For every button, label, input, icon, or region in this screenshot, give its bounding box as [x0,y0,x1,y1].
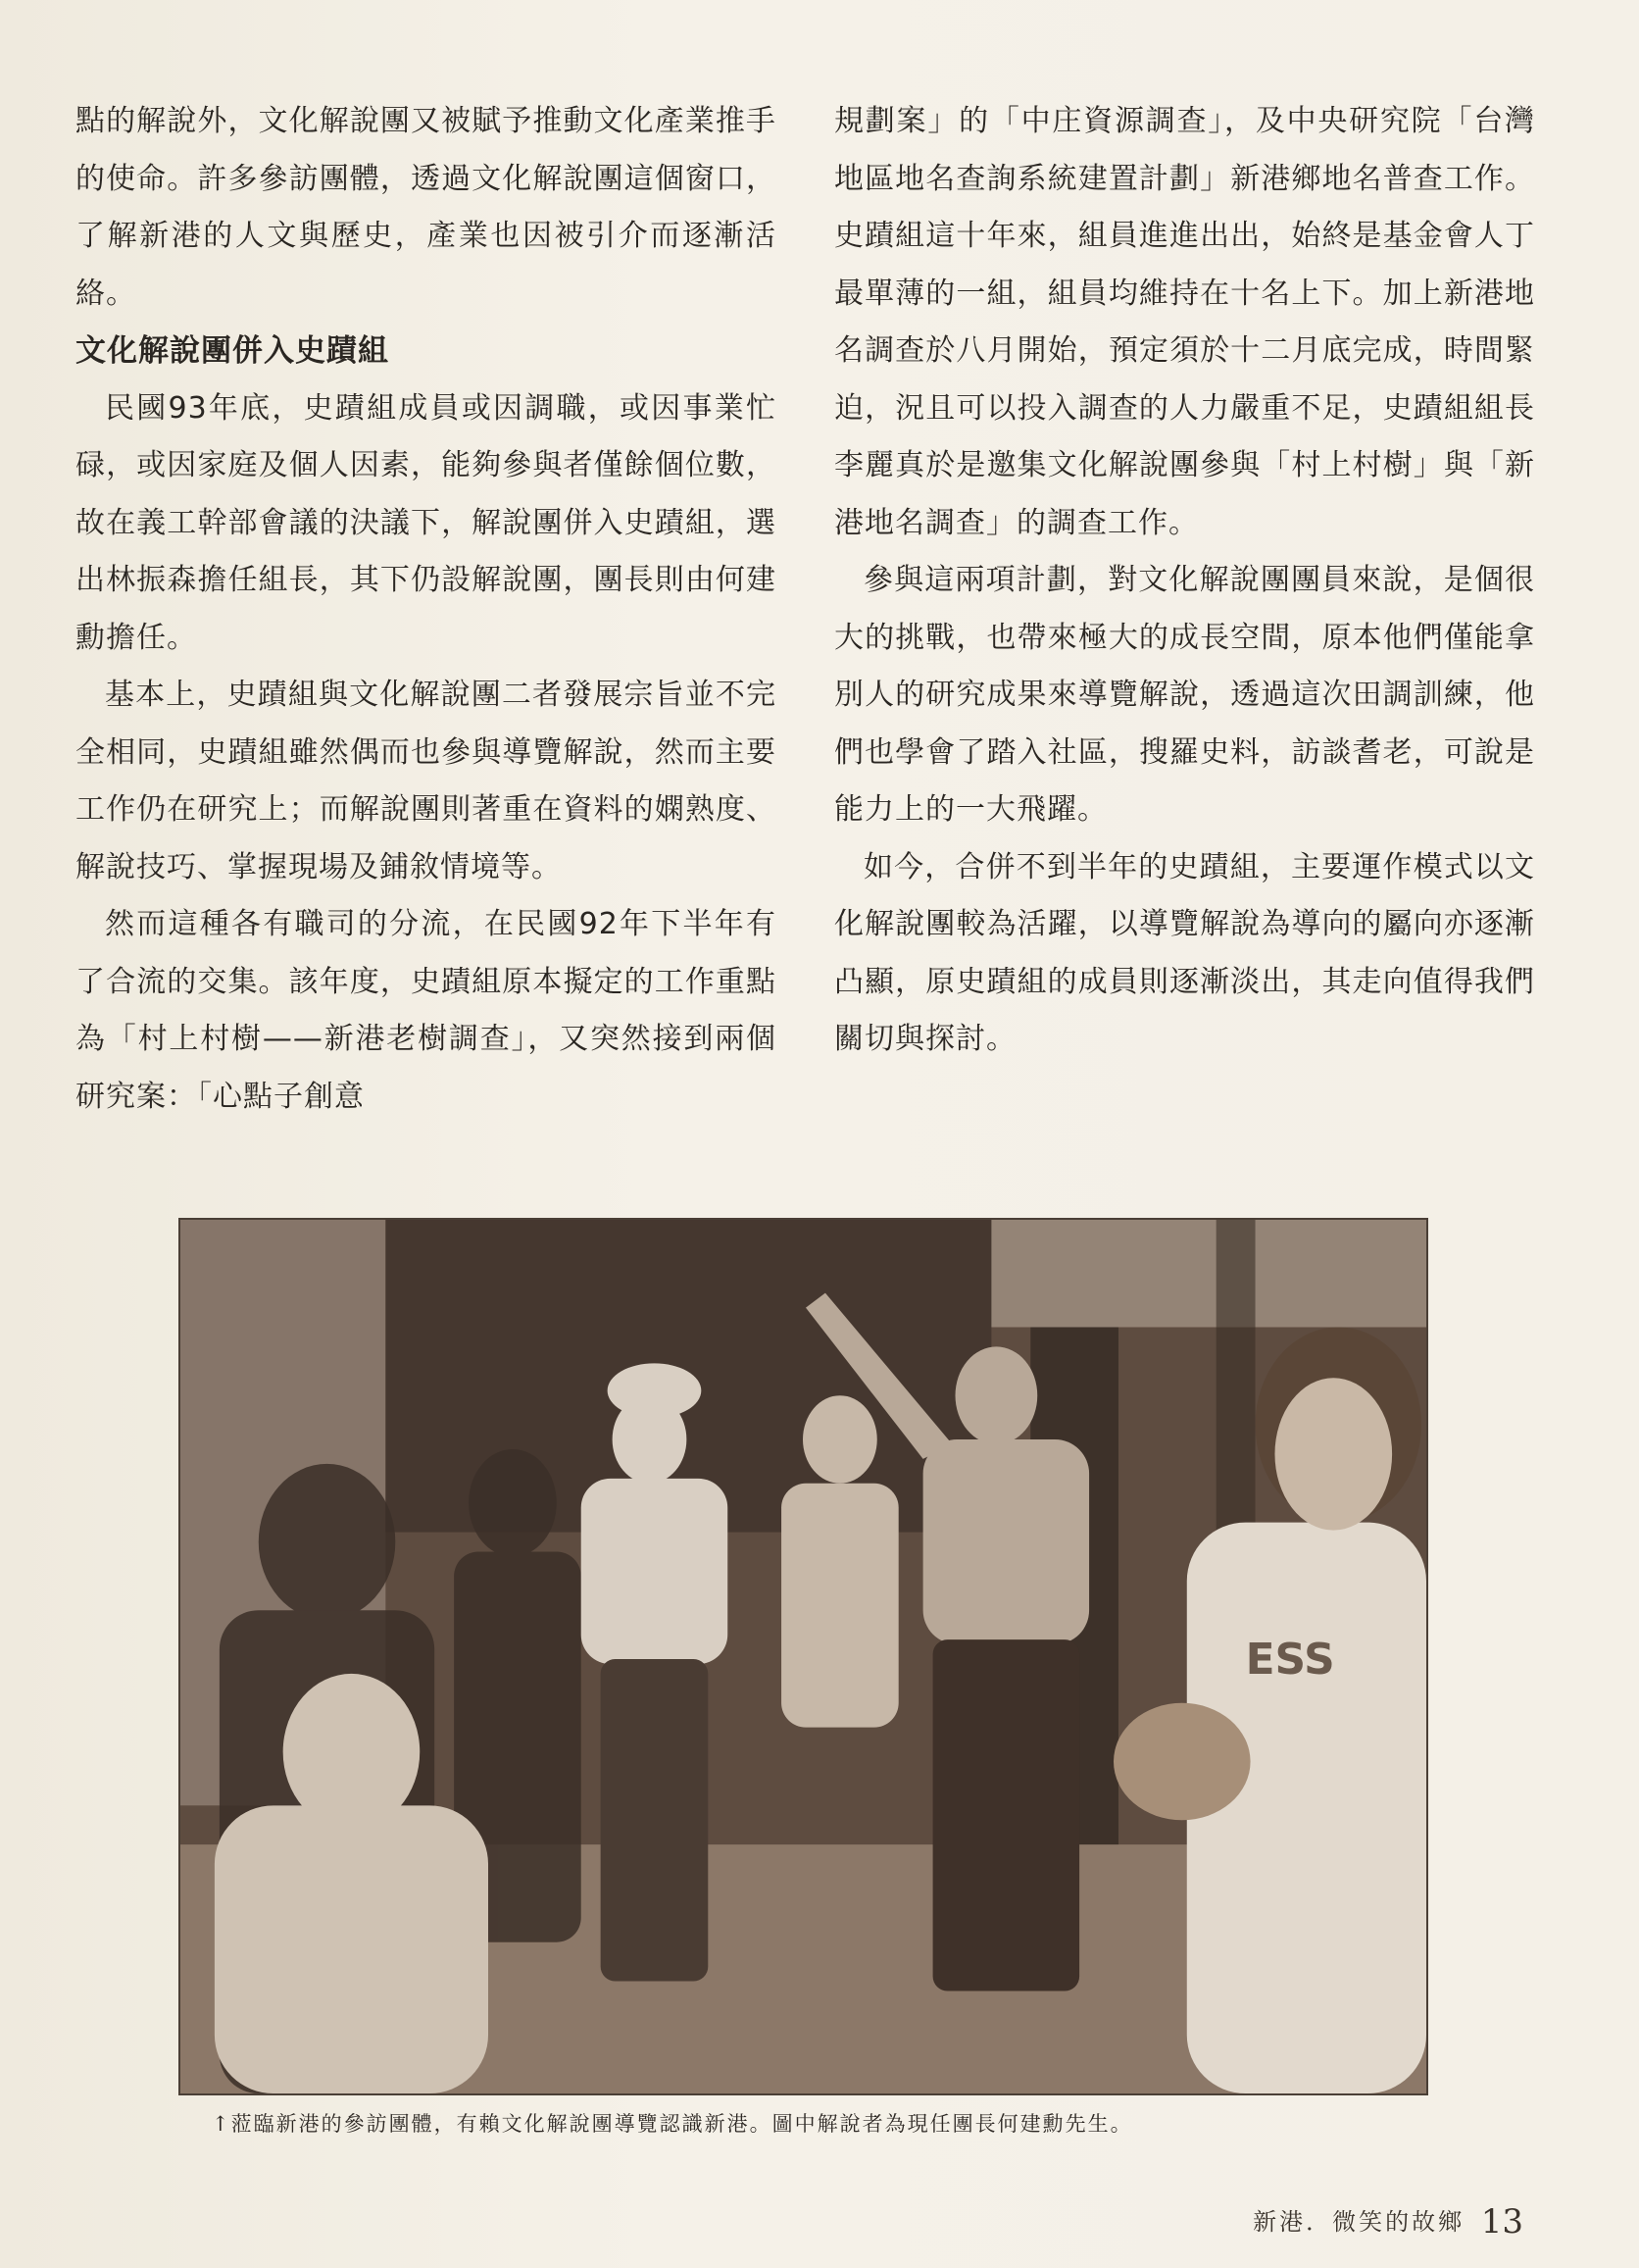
group-tour-photo [178,1218,1428,2095]
running-title: 新港．微笑的故鄉 [1253,2208,1465,2236]
right-text-column [834,93,1535,1069]
left-paragraph-3: 基本上，史蹟組與文化解說團二者發展宗旨並不完全相同，史蹟組雖然偶而也參與導覽解說，然而主要工作仍在研究上；而解說團則著重在資料的嫻熟度、解說技巧、掌握現場及鋪敘情境等。 [75,678,776,884]
left-paragraph-2: 民國93年底，史蹟組成員或因調職，或因事業忙碌，或因家庭及個人因素，能夠參與者僅餘個位數，故在義工幹部會議的決議下，解說團併入史蹟組，選出林振森擔任組長，其下仍設解說團，團長則由何建勳擔任。 [75,390,776,655]
right-paragraph-3: 如今，合併不到半年的史蹟組，主要運作模式以文化解說團較為活躍，以導覽解說為導向的屬向亦逐漸凸顯，原史蹟組的成員則逐漸淡出，其走向值得我們關切與探討。 [834,849,1535,1056]
photo-caption: ↑蒞臨新港的參訪團體，有賴文化解說團導覽認識新港。圖中解說者為現任團長何建勳先生。 [212,2112,1133,2136]
section-heading: 文化解說團併入史蹟組 [75,333,389,369]
photo-illustration [180,1220,1426,2093]
left-text-column [75,93,776,1126]
right-paragraph-2: 參與這兩項計劃，對文化解說團團員來說，是個很大的挑戰，也帶來極大的成長空間，原本他們僅能拿別人的研究成果來導覽解說，透過這次田調訓練，他們也學會了踏入社區，搜羅史料，訪談耆老，可說是能力上的一大飛躍。 [834,563,1535,827]
left-paragraph-4: 然而這種各有職司的分流，在民國92年下半年有了合流的交集。該年度，史蹟組原本擬定的工作重點為「村上村樹——新港老樹調查」，又突然接到兩個研究案：「心點子創意 [75,907,776,1114]
page-number: 13 [1480,2202,1523,2242]
right-paragraph-1: 規劃案」的「中庄資源調查」，及中央研究院「台灣地區地名查詢系統建置計劃」新港鄉地名普查工作。史蹟組這十年來，組員進進出出，始終是基金會人丁最單薄的一組，組員均維持在十名上下。加上新港地名調查於八月開始，預定須於十二月底完成，時間緊迫，況且可以投入調查的人力嚴重不足，史蹟組組長李麗真於是邀集文化解說團參與「村上村樹」與「新港地名調查」的調查工作。 [834,104,1535,540]
shirt-text: ESS [1245,1634,1335,1685]
left-paragraph-1: 點的解說外，文化解說團又被賦予推動文化產業推手的使命。許多參訪團體，透過文化解說團這個窗口，了解新港的人文與歷史，產業也因被引介而逐漸活絡。 [75,104,776,311]
page-footer [1253,2202,1523,2242]
